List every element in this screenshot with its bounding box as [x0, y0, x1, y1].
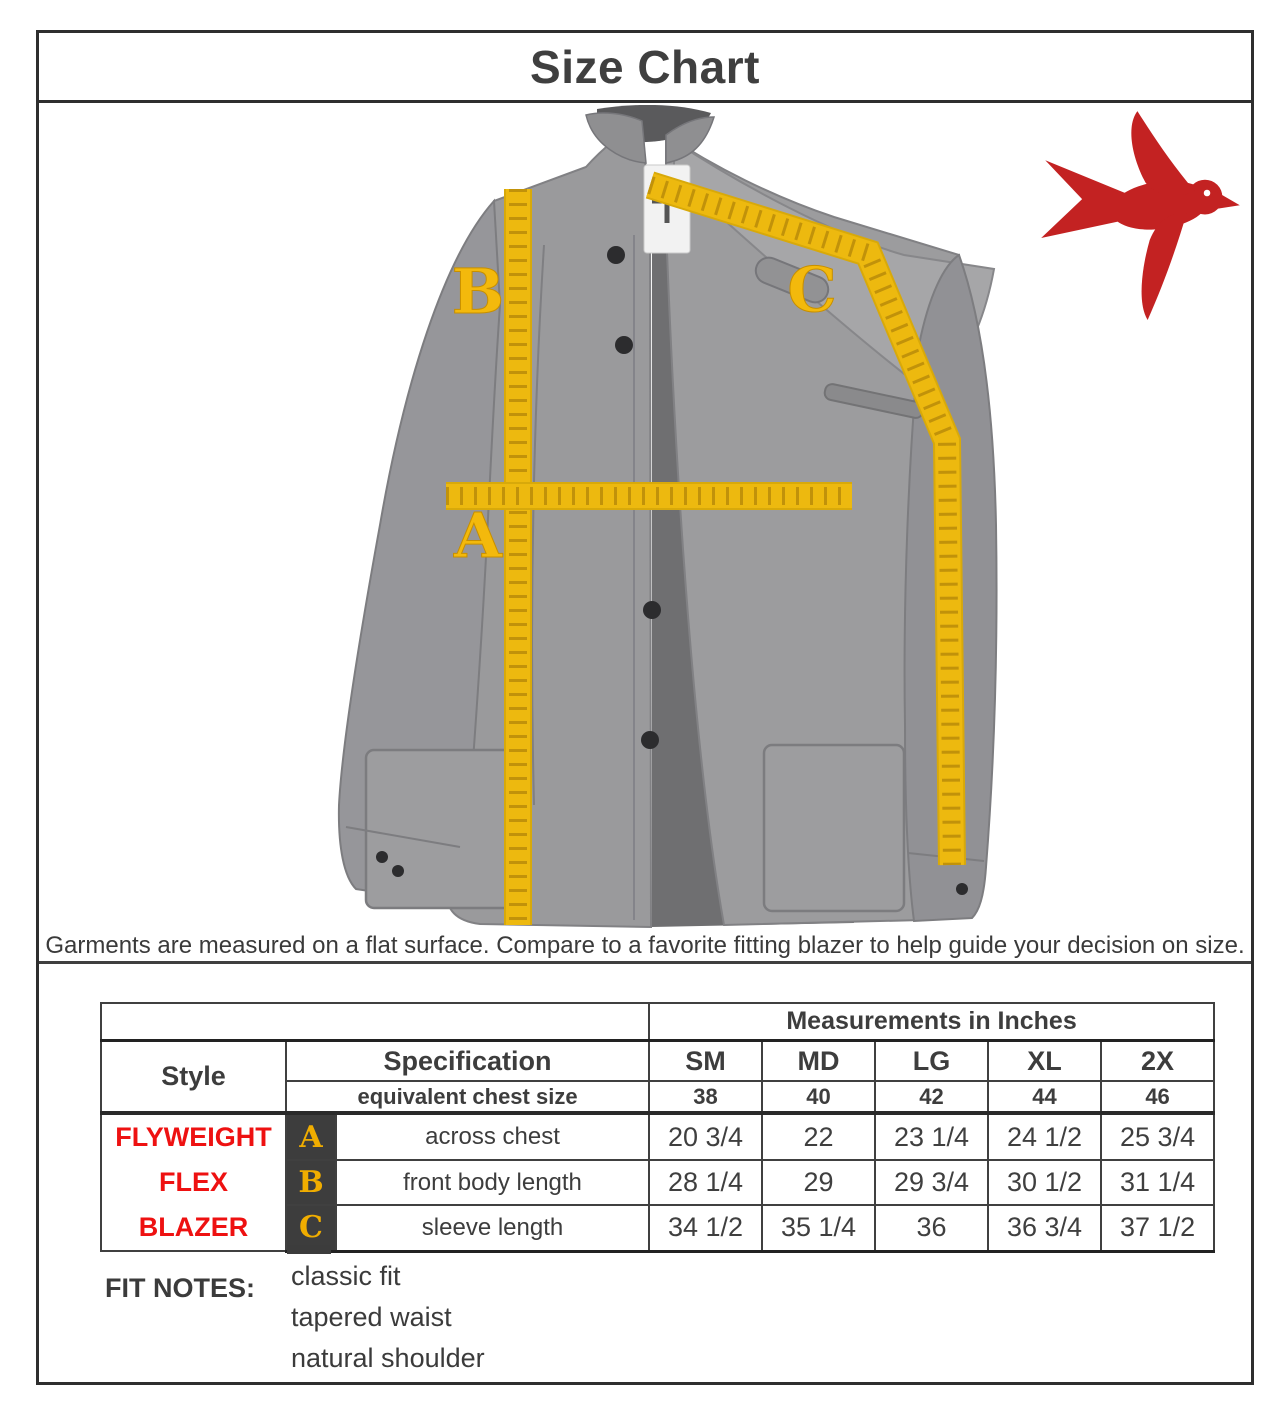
value-cell: 25 3/4 — [1101, 1113, 1214, 1160]
chest-size-md: 40 — [762, 1081, 875, 1113]
row-key-c: C — [286, 1205, 336, 1251]
table-row — [101, 1113, 1214, 1160]
measure-label-b: B — [451, 255, 505, 328]
table-row — [101, 1041, 1214, 1082]
equivalent-chest-header: equivalent chest size — [286, 1081, 649, 1113]
value-cell: 37 1/2 — [1101, 1205, 1214, 1251]
fit-notes-list — [291, 1256, 485, 1379]
abc-strip-tab — [287, 1245, 331, 1254]
swallow-logo-icon — [1039, 107, 1244, 322]
cuff-button — [392, 865, 404, 877]
value-cell: 22 — [762, 1113, 875, 1160]
value-cell: 36 — [875, 1205, 988, 1251]
value-cell: 31 1/4 — [1101, 1160, 1214, 1205]
fit-note: natural shoulder — [291, 1343, 485, 1373]
spec-header: Specification — [286, 1041, 649, 1082]
jacket-button — [641, 731, 659, 749]
style-header: Style — [101, 1041, 286, 1114]
page-border — [36, 30, 1254, 1385]
page-title: Size Chart — [530, 40, 760, 93]
measurement-caption: Garments are measured on a flat surface. Compare to a favorite fitting blazer to help guide your decision on size. — [45, 932, 1245, 959]
size-col-md: MD — [762, 1041, 875, 1082]
chest-size-lg: 42 — [875, 1081, 988, 1113]
spec-across-chest: across chest — [336, 1113, 649, 1160]
size-col-xl: XL — [988, 1041, 1101, 1082]
size-col-lg: LG — [875, 1041, 988, 1082]
jacket-button — [643, 601, 661, 619]
cuff-button — [956, 883, 968, 895]
spacer-cell — [101, 1003, 649, 1041]
value-cell: 28 1/4 — [649, 1160, 762, 1205]
row-key-b: B — [286, 1160, 336, 1205]
measurements-header: Measurements in Inches — [649, 1003, 1214, 1041]
spec-sleeve-length: sleeve length — [336, 1205, 649, 1251]
style-name-line1: FLYWEIGHT — [115, 1122, 272, 1152]
value-cell: 20 3/4 — [649, 1113, 762, 1160]
cuff-button — [376, 851, 388, 863]
value-cell: 30 1/2 — [988, 1160, 1101, 1205]
measure-label-a: A — [453, 499, 503, 572]
value-cell: 29 — [762, 1160, 875, 1205]
spec-front-body-length: front body length — [336, 1160, 649, 1205]
fit-note: classic fit — [291, 1261, 401, 1291]
style-name-line2: FLEX BLAZER — [138, 1167, 249, 1242]
chest-size-xl: 44 — [988, 1081, 1101, 1113]
jacket-button — [607, 246, 625, 264]
value-cell: 23 1/4 — [875, 1113, 988, 1160]
swallow-eye — [1204, 190, 1211, 197]
size-col-sm: SM — [649, 1041, 762, 1082]
jacket-button — [615, 336, 633, 354]
value-cell: 29 3/4 — [875, 1160, 988, 1205]
fit-note: tapered waist — [291, 1302, 452, 1332]
chest-size-2x: 46 — [1101, 1081, 1214, 1113]
jacket-diagram — [294, 105, 1014, 935]
measure-label-c: C — [787, 253, 837, 326]
row-key-a: A — [286, 1113, 336, 1160]
jacket-pocket-left — [366, 750, 524, 908]
jacket-pocket-right — [764, 745, 904, 911]
table-row — [101, 1003, 1214, 1041]
fit-notes-label: FIT NOTES: — [105, 1273, 255, 1303]
value-cell: 35 1/4 — [762, 1205, 875, 1251]
section-divider — [39, 961, 1251, 964]
title-bar — [39, 33, 1251, 103]
value-cell: 24 1/2 — [988, 1113, 1101, 1160]
value-cell: 34 1/2 — [649, 1205, 762, 1251]
value-cell: 36 3/4 — [988, 1205, 1101, 1251]
size-col-2x: 2X — [1101, 1041, 1214, 1082]
chest-size-sm: 38 — [649, 1081, 762, 1113]
style-name — [101, 1113, 286, 1251]
size-table — [100, 1002, 1215, 1253]
